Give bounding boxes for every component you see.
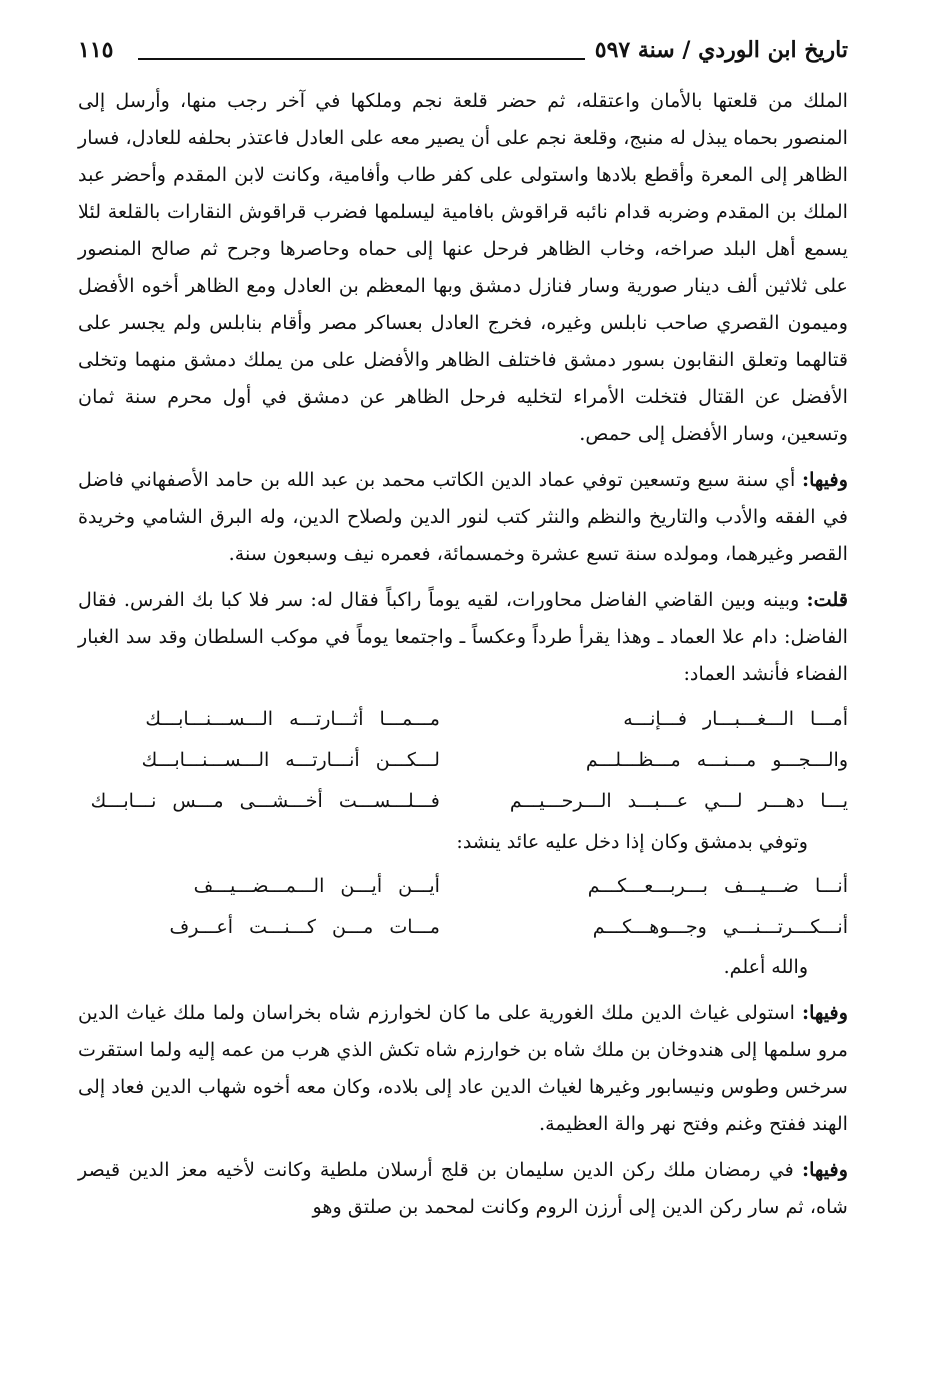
paragraph-lead: وفيها:	[801, 1158, 848, 1181]
paragraph-text: أي سنة سبع وتسعين توفي عماد الدين الكاتب محمد بن عبد الله بن حامد الأصفهاني فاضل في الفقه والأدب والتاريخ والنظم والنثر كتب لنور الدين ولصلاح الدين، وله البرق الشامي وخريدة القصر وغيرهما، ومولده سنة تسع عشرة وخمسمائة، فعمره نيف وسبعون سنة.	[78, 468, 848, 565]
closing-formula: والله أعلم.	[723, 956, 808, 978]
paragraph-ghiyath	[78, 994, 848, 1142]
poem-intro: وتوفي بدمشق وكان إذا دخل عليه عائد ينشد:	[456, 831, 808, 853]
paragraph-rukn-al-din	[78, 1151, 848, 1225]
running-title: تاريخ ابن الوردي / سنة ٥٩٧	[585, 37, 848, 63]
verse-first-hemistich: أنـــا ضـــيـــف بـــربـــعـــكـــم	[587, 875, 848, 897]
verse-second-hemistich: أيـــن أيـــن الـــمـــضـــيـــف	[193, 875, 440, 897]
paragraph-text: في رمضان ملك ركن الدين سليمان بن قلج أرسلان ملطية وكانت لأخيه معز الدين قيصر شاه، ثم سار ركن الدين إلى أرزن الروم وكانت لمحمد بن صلتق وهو	[78, 1158, 848, 1218]
verse-line	[78, 701, 848, 737]
poem-guest	[78, 868, 848, 945]
header-rule	[138, 58, 618, 60]
paragraph-text: الملك من قلعتها بالأمان واعتقله، ثم حضر قلعة نجم وملكها في آخر رجب منها، وأرسل إلى المنصور بحماه يبذل له منبج، وقلعة نجم على أن يصير معه على العادل فاعتذر بحلفه للعادل، فسار الظاهر إلى المعرة وأقطع بلادها واستولى على كفر طاب وأفامية، وكانت لابن المقدم وأحضر عبد الملك بن المقدم وضربه قدام نائبه قراقوش بافامية ليسلمها فضرب قراقوش النقارات بالقلعة لئلا يسمع أهل البلد صراخه، وخاب الظاهر فرحل عنها إلى حماه وحاصرها وجرح ثم صالح المنصور على ثلاثين ألف دينار صورية وسار فنازل دمشق وبها المعظم بن العادل ومع الظاهر أخوه الأفضل وميمون القصري صاحب نابلس وغيره، فخرج العادل بعساكر مصر وأقام بنابلس ولم يجسر على قتالهما وتعلق النقابون بسور دمشق فاختلف الظاهر والأفضل على من يملك دمشق منهما وتخلى الأفضل عن القتال فتخلت الأمراء لتخليه فرحل الظاهر عن دمشق في أول محرم سنة ثمان وتسعين، وسار الأفضل إلى حمص.	[78, 89, 848, 445]
paragraph-imad-death	[78, 461, 848, 572]
verse-first-hemistich: أمـــا الـــغـــبـــار فـــإنـــه	[623, 708, 848, 730]
verse-line	[78, 742, 848, 778]
poem-dust	[78, 701, 848, 819]
verse-line	[78, 909, 848, 945]
paragraph-lead: وفيها:	[801, 468, 848, 491]
paragraph-continuation	[78, 82, 848, 452]
verse-second-hemistich: مـــات مـــن كـــنـــت أعـــرف	[169, 916, 440, 938]
verse-second-hemistich: مـــمـــا أثـــارتـــه الـــســـنـــابـــك	[145, 708, 440, 730]
verse-line	[78, 783, 848, 819]
paragraph-text: وبينه وبين القاضي الفاضل محاورات، لقيه يوماً راكباً فقال له: سر فلا كبا بك الفرس. فقال الفاضل: دام علا العماد ـ وهذا يقرأ طرداً وعكساً ـ واجتمعا يوماً في موكب السلطان وقد سد الغبار الفضاء فأنشد العماد:	[78, 588, 848, 685]
paragraph-text: استولى غياث الدين ملك الغورية على ما كان لخوارزم شاه بخراسان ولما ملك غياث الدين مرو سلمها إلى هندوخان بن ملك شاه بن خوارزم شاه تكش الذي هرب من عمه إليه ولما استقرت سرخس وطوس ونيسابور وغيرها لغياث الدين عاد إلى بلاده، وكان معه أخوه شهاب الدين فعاد إلى الهند ففتح وغنم وفتح نهر والة العظيمة.	[78, 1001, 848, 1135]
book-page	[78, 28, 848, 1358]
verse-first-hemistich: أنـــكـــرتـــنـــي وجـــوهـــكـــم	[592, 916, 848, 938]
verse-line	[78, 868, 848, 904]
paragraph-lead: قلت:	[806, 588, 848, 611]
verse-second-hemistich: لـــكـــن أنـــارتـــه الـــســـنـــابـــك	[141, 749, 440, 771]
paragraph-lead: وفيها:	[801, 1001, 848, 1024]
verse-first-hemistich: والـــجـــو مـــنـــه مـــظـــلـــم	[585, 749, 848, 771]
page-header	[78, 28, 848, 72]
page-number: ١١٥	[78, 37, 123, 63]
verse-second-hemistich: فـــلـــســـت أخـــشـــى مـــس نـــابـــك	[90, 790, 440, 812]
verse-first-hemistich: يـــا دهـــر لـــي عـــبـــد الـــرحـــيـــم	[509, 790, 848, 812]
paragraph-qultu	[78, 581, 848, 692]
